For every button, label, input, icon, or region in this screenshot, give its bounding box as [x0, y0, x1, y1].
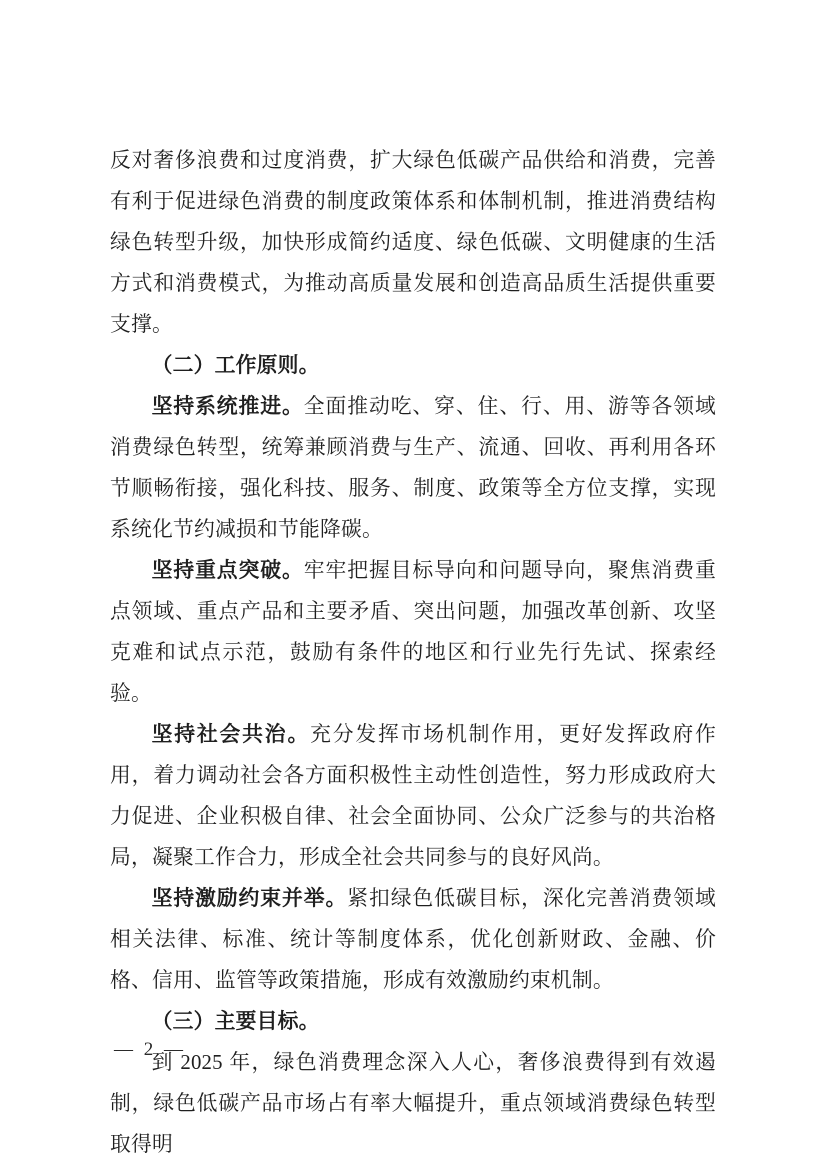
section-heading-main-goals — [110, 1001, 716, 1042]
body-paragraph-social-cogovernance — [110, 714, 716, 878]
page-content — [110, 140, 716, 1165]
paragraph-text: 反对奢侈浪费和过度消费，扩大绿色低碳产品供给和消费，完善有利于促进绿色消费的制度政策体系和体制机制，推进消费结构绿色转型升级，加快形成简约适度、绿色低碳、文明健康的生活方式和消费模式，为推动高质量发展和创造高品质生活提供重要支撑。 — [110, 149, 716, 336]
paragraph-lead: 坚持重点突破。 — [151, 559, 304, 582]
paragraph-lead: 坚持激励约束并举。 — [151, 887, 348, 910]
paragraph-text: 到 2025 年，绿色消费理念深入人心，奢侈浪费得到有效遏制，绿色低碳产品市场占有率大幅提升，重点领域消费绿色转型取得明 — [110, 1051, 716, 1156]
heading-text: （三）主要目标。 — [151, 1010, 320, 1033]
body-paragraph-key-breakthroughs — [110, 550, 716, 714]
paragraph-text: 充分发挥市场机制作用，更好发挥政府作用，着力调动社会各方面积极性主动性创造性，努力形成政府大力促进、企业积极自律、社会全面协同、公众广泛参与的共治格局，凝聚工作合力，形成全社会共同参与的良好风尚。 — [110, 723, 716, 869]
paragraph-text: 紧扣绿色低碳目标，深化完善消费领域相关法律、标准、统计等制度体系，优化创新财政、金融、价格、信用、监管等政策措施，形成有效激励约束机制。 — [110, 887, 716, 992]
paragraph-lead: 坚持系统推进。 — [151, 395, 304, 418]
section-heading-work-principles — [110, 345, 716, 386]
page-number: — 2 — — [114, 1039, 186, 1060]
heading-text: （二）工作原则。 — [151, 354, 320, 377]
body-paragraph-continuation — [110, 140, 716, 345]
body-paragraph-systematic-advance — [110, 386, 716, 550]
body-paragraph-2025-goals — [110, 1042, 716, 1165]
paragraph-text: 全面推动吃、穿、住、行、用、游等各领域消费绿色转型，统筹兼顾消费与生产、流通、回收、再利用各环节顺畅衔接，强化科技、服务、制度、政策等全方位支撑，实现系统化节约减损和节能降碳。 — [110, 395, 716, 541]
paragraph-lead: 坚持社会共治。 — [151, 723, 311, 746]
body-paragraph-incentives-constraints — [110, 878, 716, 1001]
paragraph-text: 牢牢把握目标导向和问题导向，聚焦消费重点领域、重点产品和主要矛盾、突出问题，加强改革创新、攻坚克难和试点示范，鼓励有条件的地区和行业先行先试、探索经验。 — [110, 559, 716, 705]
